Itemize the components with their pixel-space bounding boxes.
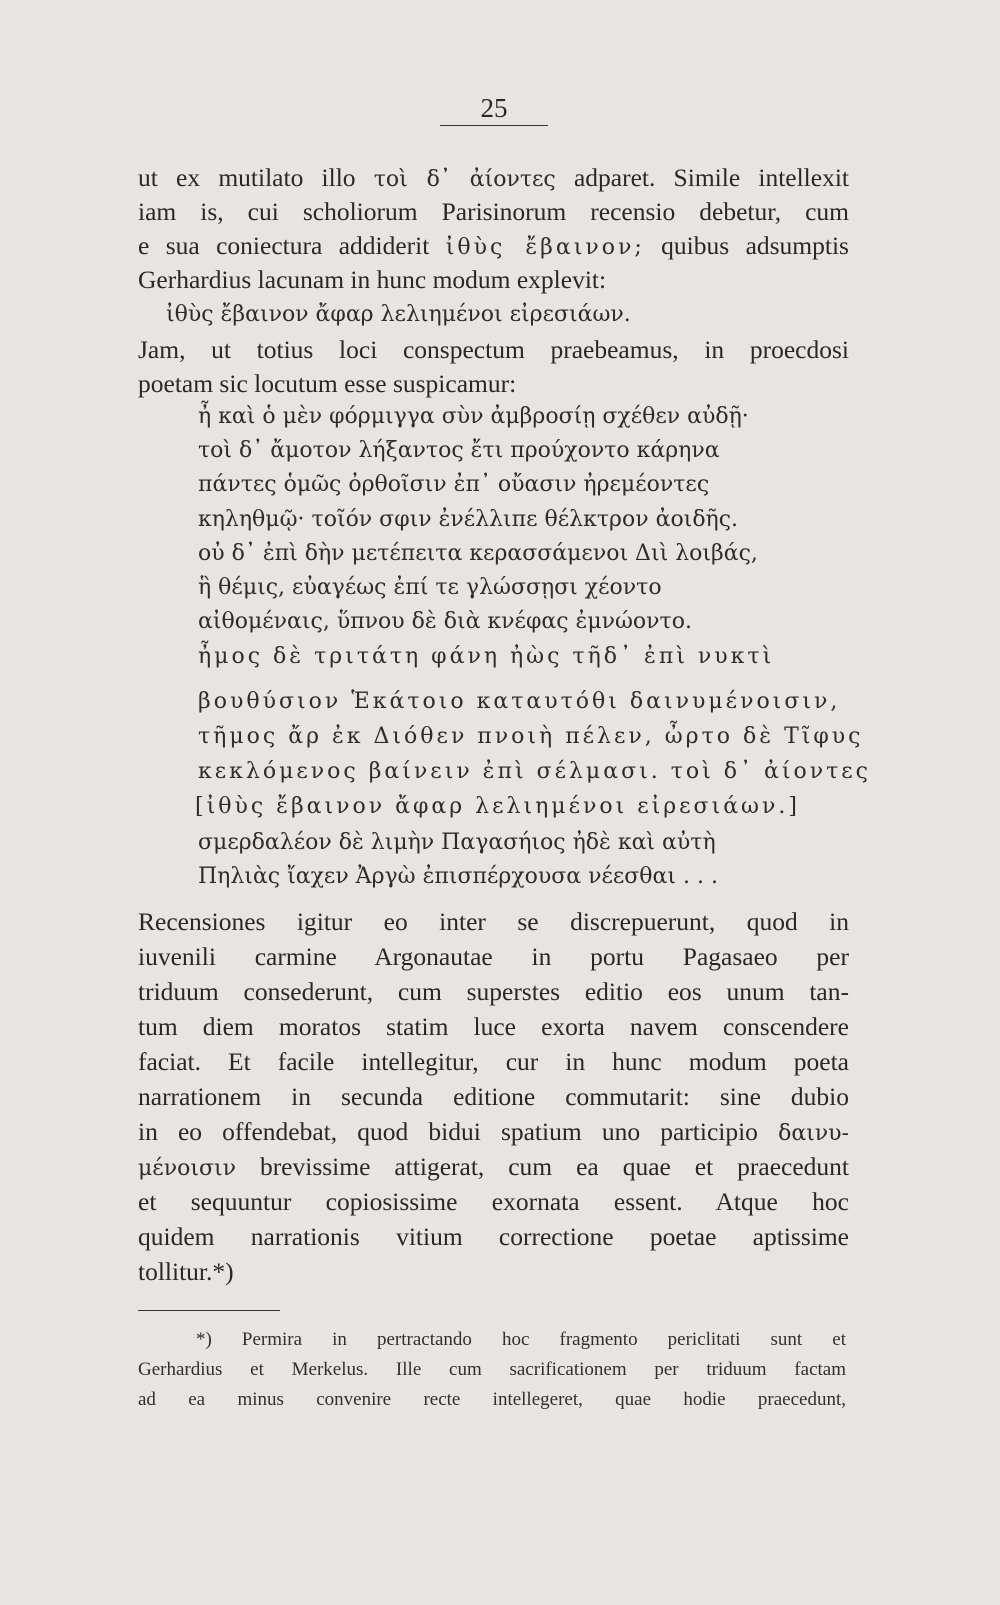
- text-fragment: e sua coniectura addiderit: [138, 231, 430, 260]
- page-number-rule: [440, 125, 548, 126]
- text-fragment: brevissime attigerat, cum ea quae et praecedunt: [259, 1152, 849, 1181]
- text-line: tum diem moratos statim luce exorta navem conscendere: [138, 1012, 849, 1041]
- verse-line: ἦμος δὲ τριτάτη φάνη ἠὼς τῆδ᾽ ἐπὶ νυκτὶ: [198, 644, 775, 669]
- footnote-rule: [138, 1310, 280, 1311]
- verse-line: πάντες ὁμῶς ὀρθοῖσιν ἐπ᾽ οὔασιν ἠρεμέοντες: [198, 472, 710, 497]
- verse-line: σμερδαλέον δὲ λιμὴν Παγασήιος ἠδὲ καὶ αὐτὴ: [198, 830, 716, 855]
- text-line: narrationem in secunda editione commutarit: sine dubio: [138, 1082, 849, 1111]
- verse-line: κηληθμῷ· τοῖόν σφιν ἐνέλλιπε θέλκτρον ἀοιδῆς.: [198, 507, 739, 532]
- text-fragment: adparet. Simile intellexit: [573, 163, 850, 192]
- text-line: [138, 194, 849, 230]
- text-fragment: quibus adsumptis: [661, 231, 849, 260]
- verse-line: οὐ δ᾽ ἐπὶ δὴν μετέπειτα κερασσάμενοι Διὶ λοιβάς,: [198, 541, 758, 566]
- text-line: poetam sic locutum esse suspicamur:: [138, 369, 517, 398]
- footnote-line: ad ea minus convenire recte intellegeret, quae hodie praecedunt,: [138, 1389, 846, 1410]
- footnote-line: *) Permira in pertractando hoc fragmento periclitati sunt et: [196, 1329, 846, 1350]
- text-line: [138, 1149, 849, 1185]
- text-line: quidem narrationis vitium correctione poetae aptissime: [138, 1222, 849, 1251]
- text-line: [138, 160, 849, 196]
- verse-line: ἣ θέμις, εὐαγέως ἐπί τε γλώσσῃσι χέοντο: [198, 575, 662, 600]
- text-line: Recensiones igitur eo inter se discrepuerunt, quod in: [138, 907, 849, 936]
- greek-phrase: δαινυ-: [778, 1121, 849, 1146]
- text-line: et sequuntur copiosissime exornata essent. Atque hoc: [138, 1187, 849, 1216]
- verse-line: τοὶ δ᾽ ἄμοτον λήξαντος ἔτι προύχοντο κάρηνα: [198, 438, 720, 463]
- verse-line: [ἰθὺς ἔβαινον ἄφαρ λελιημένοι εἰρεσιάων.]: [195, 794, 800, 819]
- verse-line: ἦ καὶ ὁ μὲν φόρμιγγα σὺν ἀμβροσίῃ σχέθεν αὐδῇ·: [198, 404, 749, 429]
- text-line: [138, 228, 849, 264]
- text-fragment: in eo offendebat, quod bidui spatium uno participio: [138, 1117, 758, 1146]
- text-line: [138, 1114, 849, 1150]
- verse-line: τῆμος ἄρ ἐκ Διόθεν πνοιὴ πέλεν, ὦρτο δὲ Τῖφυς: [198, 724, 864, 749]
- page-number: 25: [480, 93, 508, 123]
- text-line: iuvenili carmine Argonautae in portu Pagasaeo per: [138, 942, 849, 971]
- text-line: [138, 262, 849, 298]
- verse-line: κεκλόμενος βαίνειν ἐπὶ σέλμασι. τοὶ δ᾽ ἀίοντες: [198, 759, 871, 784]
- greek-phrase: τοὶ δ᾽ ἀίοντες: [373, 167, 556, 192]
- text-line: tollitur.*): [138, 1257, 234, 1286]
- text-line: triduum consederunt, cum superstes editio eos unum tan-: [138, 977, 849, 1006]
- text-line: faciat. Et facile intellegitur, cur in hunc modum poeta: [138, 1047, 849, 1076]
- text-line: Jam, ut totius loci conspectum praebeamus, in proecdosi: [138, 335, 849, 364]
- footnote-line: Gerhardius et Merkelus. Ille cum sacrificationem per triduum factam: [138, 1359, 846, 1380]
- greek-quote-line: ἰθὺς ἔβαινον ἄφαρ λελιημένοι εἰρεσιάων.: [166, 302, 631, 327]
- text-fragment: iam is, cui scholiorum Parisinorum recensio debetur, cum: [138, 197, 849, 226]
- verse-line: βουθύσιον Ἑκάτοιο καταυτόθι δαινυμένοισιν,: [198, 689, 841, 714]
- greek-phrase: ἰθὺς ἔβαινον;: [445, 235, 645, 260]
- text-fragment: ut ex mutilato illo: [138, 163, 356, 192]
- greek-phrase: μένοισιν: [138, 1156, 236, 1181]
- verse-line: αἰθομέναις, ὕπνου δὲ διὰ κνέφας ἐμνώοντο.: [198, 609, 692, 634]
- verse-line: Πηλιὰς ἴαχεν Ἀργὼ ἐπισπέρχουσα νέεσθαι . . .: [198, 864, 718, 889]
- text-fragment: Gerhardius lacunam in hunc modum explevit:: [138, 265, 607, 294]
